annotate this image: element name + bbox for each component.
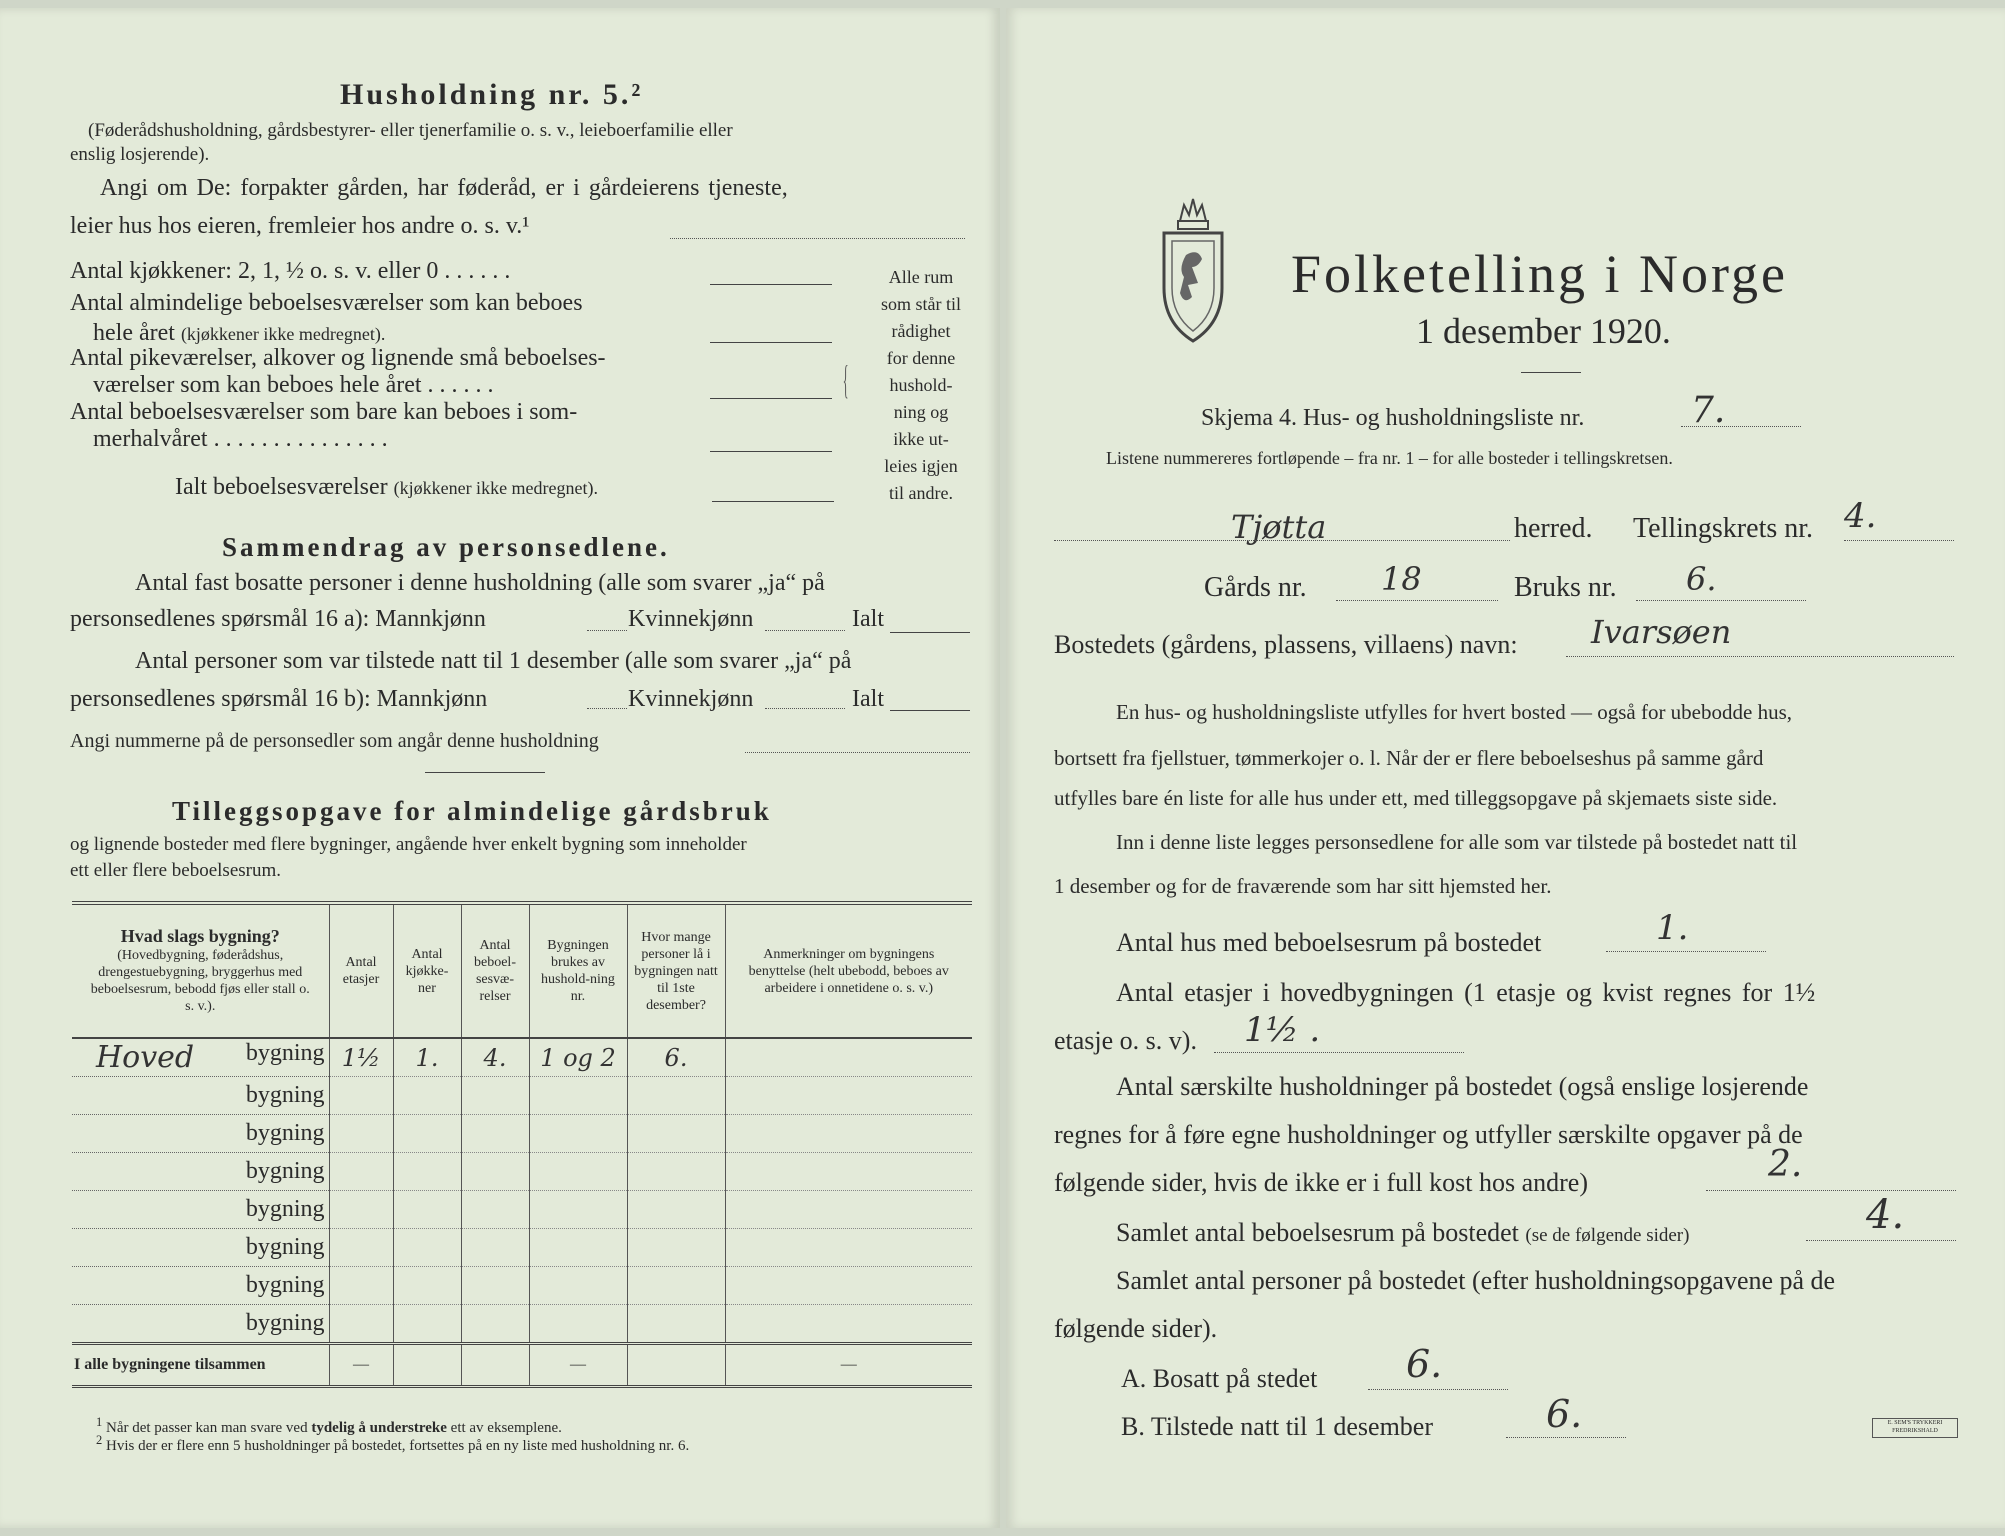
- b-label: B. Tilstede natt til 1 desember: [1121, 1412, 1433, 1441]
- b-value: 6.: [1546, 1392, 1583, 1436]
- floors-label-2: etasje o. s. v).: [1054, 1026, 1197, 1055]
- total-persons: [627, 1344, 725, 1387]
- households-label-1: Antal særskilte husholdninger på bostedet (også enslige losjerende: [1116, 1072, 1809, 1101]
- household-subtitle-1: (Føderådshusholdning, gårdsbestyrer- eller tjenerfamilie o. s. v., leieboerfamilie eller: [88, 120, 733, 141]
- household-cell: 1 og 2: [529, 1038, 627, 1077]
- building-name-cell: [72, 1229, 329, 1267]
- schema-line: [1681, 426, 1801, 427]
- rooms-cell: [461, 1305, 529, 1344]
- floors-cell: [329, 1153, 393, 1191]
- addendum-sub-2: ett eller flere beboelsesrum.: [70, 860, 282, 881]
- kitchens-cell: [393, 1153, 461, 1191]
- kitchens-cell: [393, 1191, 461, 1229]
- head-building-type: Hvad slags bygning? (Hovedbygning, føderådshus, drengestuebygning, bryggerhus med beboelsesrum, bebodd fjøs eller stall o. s. v.).: [72, 903, 329, 1038]
- bosted-label: Bostedets (gårdens, plassens, villaens) navn:: [1054, 630, 1518, 659]
- kitchens-cell: 1.: [393, 1038, 461, 1077]
- notes-cell: [725, 1038, 972, 1077]
- persons-cell: [627, 1191, 725, 1229]
- angi-numbers: Angi nummerne på de personsedler som angår denne husholdning: [70, 730, 599, 752]
- bruks-label: Bruks nr.: [1514, 572, 1617, 603]
- building-word: bygning: [245, 1120, 325, 1146]
- building-word: bygning: [245, 1272, 325, 1298]
- notes-cell: [725, 1153, 972, 1191]
- rooms-cell: [461, 1191, 529, 1229]
- kitchens-cell: [393, 1115, 461, 1153]
- floors-cell: [329, 1267, 393, 1305]
- household-cell: [529, 1077, 627, 1115]
- building-word: bygning: [245, 1158, 325, 1184]
- floors-line: [1214, 1052, 1464, 1053]
- total-floors: —: [329, 1344, 393, 1387]
- rooms-cell: [461, 1115, 529, 1153]
- summary-2a: Antal personer som var tilstede natt til 1 desember (alle som svarer „ja“ på: [135, 648, 852, 674]
- bruks-line: [1636, 600, 1806, 601]
- footnote-2: $^2$ Hvis der er flere enn 5 husholdninger på bostedet, fortsettes på en ny liste med husholdning nr. 6.: [96, 1433, 690, 1454]
- total-household: —: [529, 1344, 627, 1387]
- building-name-cell: [72, 1038, 329, 1077]
- rooms-3a: Antal beboelsesværelser som bare kan beboes i som-: [70, 399, 578, 425]
- household-cell: [529, 1305, 627, 1344]
- a-value: 6.: [1406, 1342, 1443, 1386]
- summary-divider: [425, 772, 545, 773]
- buildings-table: [72, 901, 972, 1388]
- households-line: [1706, 1190, 1956, 1191]
- rooms-cell: [461, 1153, 529, 1191]
- angi-numbers-line: [745, 752, 970, 753]
- summary-1b: personsedlenes spørsmål 16 a): Mannkjønn: [70, 606, 486, 632]
- houses-line: [1606, 951, 1766, 952]
- building-word: bygning: [245, 1310, 325, 1336]
- persons-cell: [627, 1153, 725, 1191]
- building-word: bygning: [245, 1040, 325, 1066]
- building-row: [72, 1077, 972, 1115]
- census-title: Folketelling i Norge: [1291, 244, 1788, 304]
- household-cell: [529, 1267, 627, 1305]
- angi-line-1: Angi om De: forpakter gården, har føderåd, er i gårdeierens tjeneste,: [100, 175, 788, 201]
- building-name-cell: [72, 1153, 329, 1191]
- head-notes: Anmerkninger om bygningens benyttelse (helt ubebodd, beboes av arbeidere i onnetidene o. s. v.): [725, 903, 972, 1038]
- notes-cell: [725, 1229, 972, 1267]
- rooms-cell: [461, 1077, 529, 1115]
- rooms-cell: 4.: [461, 1038, 529, 1077]
- side-note: Alle rum som står til rådighet for denne hushold- ning og ikke ut- leies igjen til andre.: [881, 267, 961, 503]
- summary-1a: Antal fast bosatte personer i denne husholdning (alle som svarer „ja“ på: [135, 570, 825, 596]
- building-name-cell: [72, 1077, 329, 1115]
- census-date: 1 desember 1920.: [1416, 311, 1671, 351]
- building-row: [72, 1267, 972, 1305]
- instr-2: bortsett fra fjellstuer, tømmerkojer o. l. Når der er flere beboelseshus på samme gård: [1054, 746, 1764, 770]
- floors-cell: 1½: [329, 1038, 393, 1077]
- floors-cell: [329, 1191, 393, 1229]
- schema-label: Skjema 4. Hus- og husholdningsliste nr.: [1201, 405, 1585, 431]
- summary-1-total-label: Ialt: [852, 606, 884, 632]
- household-subtitle-2: enslig losjerende).: [70, 144, 210, 165]
- kitchens-cell: [393, 1305, 461, 1344]
- total-rooms: [461, 1344, 529, 1387]
- notes-cell: [725, 1115, 972, 1153]
- head-kitchens: Antal kjøkke-ner: [393, 903, 461, 1038]
- summary-1-female-line: [765, 630, 845, 631]
- table-total-row: [72, 1344, 972, 1387]
- numbering-note: Listene nummereres fortløpende – fra nr. 1 – for alle bosteder i tellingskretsen.: [1106, 448, 1673, 468]
- household-cell: [529, 1191, 627, 1229]
- summary-1-total-line: [890, 632, 970, 633]
- kitchens-label: Antal kjøkkener: 2, 1, ½ o. s. v. eller 0 . . . . . .: [70, 258, 511, 284]
- notes-cell: [725, 1191, 972, 1229]
- instr-1: En hus- og husholdningsliste utfylles for hvert bosted — også for ubebodde hus,: [1116, 700, 1792, 724]
- krets-line: [1844, 540, 1954, 541]
- left-page: [0, 8, 1000, 1528]
- a-label: A. Bosatt på stedet: [1121, 1364, 1318, 1393]
- rooms-3-answer-line: [710, 451, 832, 452]
- rooms-3b: merhalvåret . . . . . . . . . . . . . . .: [93, 426, 388, 452]
- persons-cell: [627, 1077, 725, 1115]
- rooms-1b: hele året (kjøkkener ikke medregnet).: [93, 320, 386, 346]
- title-divider: [1521, 372, 1581, 373]
- persons-cell: 6.: [627, 1038, 725, 1077]
- persons-cell: [627, 1115, 725, 1153]
- building-name-cell: [72, 1115, 329, 1153]
- building-row: [72, 1305, 972, 1344]
- rooms-total-answer-line: [712, 501, 834, 502]
- herred-value: Tjøtta: [1231, 508, 1327, 546]
- floors-cell: [329, 1305, 393, 1344]
- summary-2-male-line: [587, 708, 627, 709]
- households-label-2: regnes for å føre egne husholdninger og utfyller særskilte opgaver på de: [1054, 1120, 1803, 1149]
- table-header-row: [72, 903, 972, 1038]
- summary-1-female-label: Kvinnekjønn: [628, 606, 754, 632]
- notes-cell: [725, 1077, 972, 1115]
- herred-line: [1054, 540, 1510, 541]
- total-kitchens: [393, 1344, 461, 1387]
- krets-label: Tellingskrets nr.: [1633, 513, 1814, 544]
- printer-stamp: E. SEM'S TRYKKERI FREDRIKSHALD: [1872, 1418, 1958, 1438]
- instr-4: Inn i denne liste legges personsedlene for alle som var tilstede på bostedet natt til: [1116, 830, 1798, 854]
- building-name-value: Hoved: [96, 1040, 195, 1075]
- household-cell: [529, 1115, 627, 1153]
- summary-2-total-label: Ialt: [852, 686, 884, 712]
- notes-cell: [725, 1267, 972, 1305]
- summary-2-female-line: [765, 708, 845, 709]
- bosted-value: Ivarsøen: [1591, 613, 1732, 651]
- summary-2b: personsedlenes spørsmål 16 b): Mannkjønn: [70, 686, 488, 712]
- rooms-2a: Antal pikeværelser, alkover og lignende små beboelses-: [70, 345, 606, 371]
- household-title: Husholdning nr. 5.²: [340, 78, 644, 111]
- building-name-cell: [72, 1305, 329, 1344]
- head-persons: Hvor mange personer lå i bygningen natt til 1ste desember?: [627, 903, 725, 1038]
- head-floors: Antal etasjer: [329, 903, 393, 1038]
- instr-5: 1 desember og for de fraværende som har sitt hjemsted her.: [1054, 874, 1552, 898]
- bosted-line: [1566, 656, 1954, 657]
- persons-label-1: Samlet antal personer på bostedet (efter husholdningsopgavene på de: [1116, 1266, 1836, 1295]
- household-cell: [529, 1229, 627, 1267]
- total-label: I alle bygningene tilsammen: [72, 1344, 329, 1387]
- summary-1-male-line: [587, 630, 627, 631]
- households-label-3: følgende sider, hvis de ikke er i full kost hos andre): [1054, 1168, 1588, 1197]
- brace: {: [842, 357, 849, 402]
- building-word: bygning: [245, 1082, 325, 1108]
- herred-label: herred.: [1514, 513, 1593, 544]
- addendum-title: Tilleggsopgave for almindelige gårdsbruk: [172, 796, 772, 826]
- summary-2-total-line: [890, 710, 970, 711]
- coat-of-arms-icon: [1158, 193, 1228, 348]
- building-row: [72, 1191, 972, 1229]
- instr-3: utfylles bare én liste for alle hus under ett, med tilleggsopgave på skjemaets siste side.: [1054, 786, 1778, 810]
- schema-value: 7.: [1691, 390, 1726, 431]
- kitchens-cell: [393, 1077, 461, 1115]
- gards-value: 18: [1381, 560, 1422, 598]
- head-rooms: Antal beboel-sesvæ-relser: [461, 903, 529, 1038]
- rooms-line: [1806, 1240, 1956, 1241]
- kitchens-cell: [393, 1267, 461, 1305]
- building-row: [72, 1115, 972, 1153]
- floors-value: 1½ .: [1244, 1010, 1321, 1050]
- kitchens-answer-line: [710, 284, 832, 285]
- rooms-1a: Antal almindelige beboelsesværelser som kan beboes: [70, 290, 583, 316]
- b-line: [1506, 1437, 1626, 1438]
- persons-cell: [627, 1305, 725, 1344]
- head-used-by: Bygningen brukes av hushold-ning nr.: [529, 903, 627, 1038]
- rooms-cell: [461, 1229, 529, 1267]
- household-cell: [529, 1153, 627, 1191]
- right-page: [1006, 8, 2005, 1528]
- total-notes: —: [725, 1344, 972, 1387]
- summary-2-female-label: Kvinnekjønn: [628, 686, 754, 712]
- persons-label-2: følgende sider).: [1054, 1314, 1218, 1343]
- floors-cell: [329, 1115, 393, 1153]
- rooms-cell: [461, 1267, 529, 1305]
- houses-label: Antal hus med beboelsesrum på bostedet: [1116, 928, 1542, 957]
- building-row: [72, 1038, 972, 1077]
- gards-label: Gårds nr.: [1204, 572, 1307, 603]
- houses-value: 1.: [1656, 908, 1689, 948]
- gards-line: [1336, 600, 1498, 601]
- krets-value: 4.: [1844, 496, 1877, 536]
- persons-cell: [627, 1267, 725, 1305]
- persons-cell: [627, 1229, 725, 1267]
- building-name-cell: [72, 1191, 329, 1229]
- rooms-label: Samlet antal beboelsesrum på bostedet (se de følgende sider): [1116, 1218, 1690, 1247]
- kitchens-cell: [393, 1229, 461, 1267]
- a-line: [1368, 1389, 1508, 1390]
- bruks-value: 6.: [1686, 560, 1717, 598]
- notes-cell: [725, 1305, 972, 1344]
- rooms-2b: værelser som kan beboes hele året . . . . . .: [93, 372, 494, 398]
- building-name-cell: [72, 1267, 329, 1305]
- summary-title: Sammendrag av personsedlene.: [222, 532, 670, 562]
- angi-answer-line: [670, 238, 965, 239]
- building-row: [72, 1229, 972, 1267]
- building-word: bygning: [245, 1196, 325, 1222]
- households-value: 2.: [1768, 1144, 1803, 1185]
- floors-label-1: Antal etasjer i hovedbygningen (1 etasje og kvist regnes for 1½: [1116, 978, 1816, 1007]
- angi-line-2: leier hus hos eieren, fremleier hos andre o. s. v.¹: [70, 213, 530, 239]
- rooms-value: 4.: [1866, 1192, 1905, 1238]
- building-word: bygning: [245, 1234, 325, 1260]
- rooms-total: Ialt beboelsesværelser (kjøkkener ikke medregnet).: [175, 474, 599, 500]
- floors-cell: [329, 1077, 393, 1115]
- addendum-sub-1: og lignende bosteder med flere bygninger, angående hver enkelt bygning som inneholder: [70, 834, 747, 855]
- rooms-2-answer-line: [710, 398, 832, 399]
- floors-cell: [329, 1229, 393, 1267]
- footnote-1: $^1$ Når det passer kan man svare ved tydelig å understreke ett av eksemplene.: [96, 1415, 562, 1436]
- building-row: [72, 1153, 972, 1191]
- rooms-1-answer-line: [710, 342, 832, 343]
